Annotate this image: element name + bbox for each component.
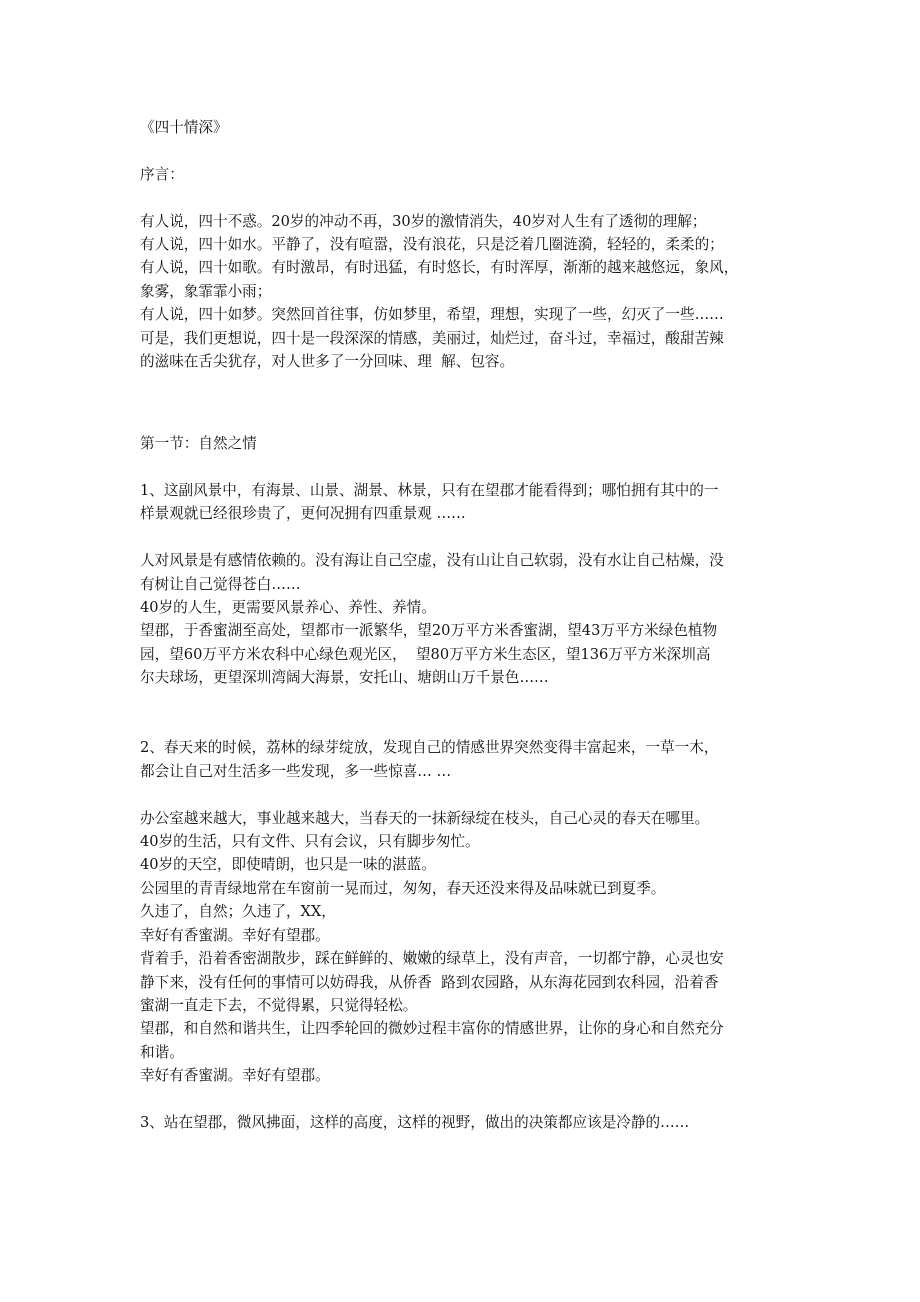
text-line: 背着手，沿着香密湖散步，踩在鲜鲜的、嫩嫩的绿草上，没有声音，一切都宁静，心灵也安 (140, 950, 724, 968)
item-1-body (140, 549, 790, 689)
item-2-body (140, 807, 790, 1088)
item-1-intro (140, 479, 790, 526)
text-line: 都会让自己对生活多一些发现，多一些惊喜… … (140, 762, 452, 780)
document-body (140, 116, 790, 1134)
preface-heading: 序言： (140, 165, 184, 183)
text-line: 公园里的青青绿地常在车窗前一晃而过，匆匆，春天还没来得及品味就已到夏季。 (140, 879, 666, 897)
text-line: 幸好有香蜜湖。幸好有望郡。 (140, 926, 330, 944)
text-line: 蜜湖一直走下去，不觉得累，只觉得轻松。 (140, 996, 418, 1014)
text-line: 象雾，象霏霏小雨； (140, 282, 272, 300)
text-line: 园，望60万平方米农科中心绿色观光区， 望80万平方米生态区，望136万平方米深圳高 (140, 645, 711, 663)
text-line: 2、春天来的时候，荔林的绿芽绽放，发现自己的情感世界突然变得丰富起来，一草一木， (140, 739, 719, 757)
section-heading: 第一节：自然之情 (140, 435, 257, 453)
text-line: 望郡，和自然和谐共生，让四季轮回的微妙过程丰富你的情感世界，让你的身心和自然充分 (140, 1020, 724, 1038)
text-line: 的滋味在舌尖犹存，对人世多了一分回味、理 解、包容。 (140, 353, 515, 371)
text-line: 久违了，自然；久违了，XX， (140, 903, 336, 921)
text-line: 40岁的天空，即使晴朗，也只是一味的湛蓝。 (140, 856, 436, 874)
text-line: 办公室越来越大，事业越来越大，当春天的一抹新绿绽在枝头，自己心灵的春天在哪里。 (140, 809, 710, 827)
preface-paragraph (140, 210, 790, 374)
text-line: 40岁的生活，只有文件、只有会议，只有脚步匆忙。 (140, 833, 480, 851)
document-title: 《四十情深》 (140, 119, 228, 136)
item-2-intro (140, 736, 790, 783)
text-line: 有人说，四十不惑。20岁的冲动不再，30岁的激情消失，40岁对人生有了透彻的理解； (140, 212, 707, 230)
text-line: 有人说，四十如水。平静了，没有喧嚣，没有浪花，只是泛着几圈涟漪，轻轻的，柔柔的； (140, 236, 724, 253)
text-line: 有树让自己觉得苍白…… (140, 575, 301, 593)
item-3-intro (140, 1111, 790, 1134)
text-line: 可是，我们更想说，四十是一段深深的情感，美丽过，灿烂过，奋斗过，幸福过，酸甜苦辣 (140, 329, 724, 347)
text-line: 3、站在望郡，微风拂面，这样的高度，这样的视野，做出的决策都应该是冷静的…… (140, 1113, 690, 1131)
text-line: 幸好有香蜜湖。幸好有望郡。 (140, 1067, 330, 1085)
text-line: 和谐。 (140, 1043, 184, 1061)
text-line: 望郡，于香蜜湖至高处，望都市一派繁华，望20万平方米香蜜湖，望43万平方米绿色植物 (140, 622, 718, 640)
text-line: 人对风景是有感情依赖的。没有海让自己空虚，没有山让自己软弱，没有水让自己枯燥，没 (140, 552, 724, 570)
text-line: 1、这副风景中，有海景、山景、湖景、林景，只有在望郡才能看得到；哪怕拥有其中的一 (140, 482, 719, 500)
text-line: 尔夫球场，更望深圳湾阔大海景，安托山、塘朗山万千景色…… (140, 669, 549, 687)
text-line: 静下来，没有任何的事情可以妨碍我，从侨香 路到农园路，从东海花园到农科园，沿着香 (140, 973, 719, 991)
text-line: 样景观就已经很珍贵了，更何况拥有四重景观 …… (140, 505, 466, 523)
text-line: 有人说，四十如梦。突然回首往事，仿如梦里，希望，理想，实现了一些，幻灭了一些…… (140, 306, 724, 324)
text-line: 40岁的人生，更需要风景养心、养性、养情。 (140, 599, 436, 617)
text-line: 有人说，四十如歌。有时激昂，有时迅猛，有时悠长，有时浑厚，渐渐的越来越悠远，象风， (140, 259, 739, 277)
